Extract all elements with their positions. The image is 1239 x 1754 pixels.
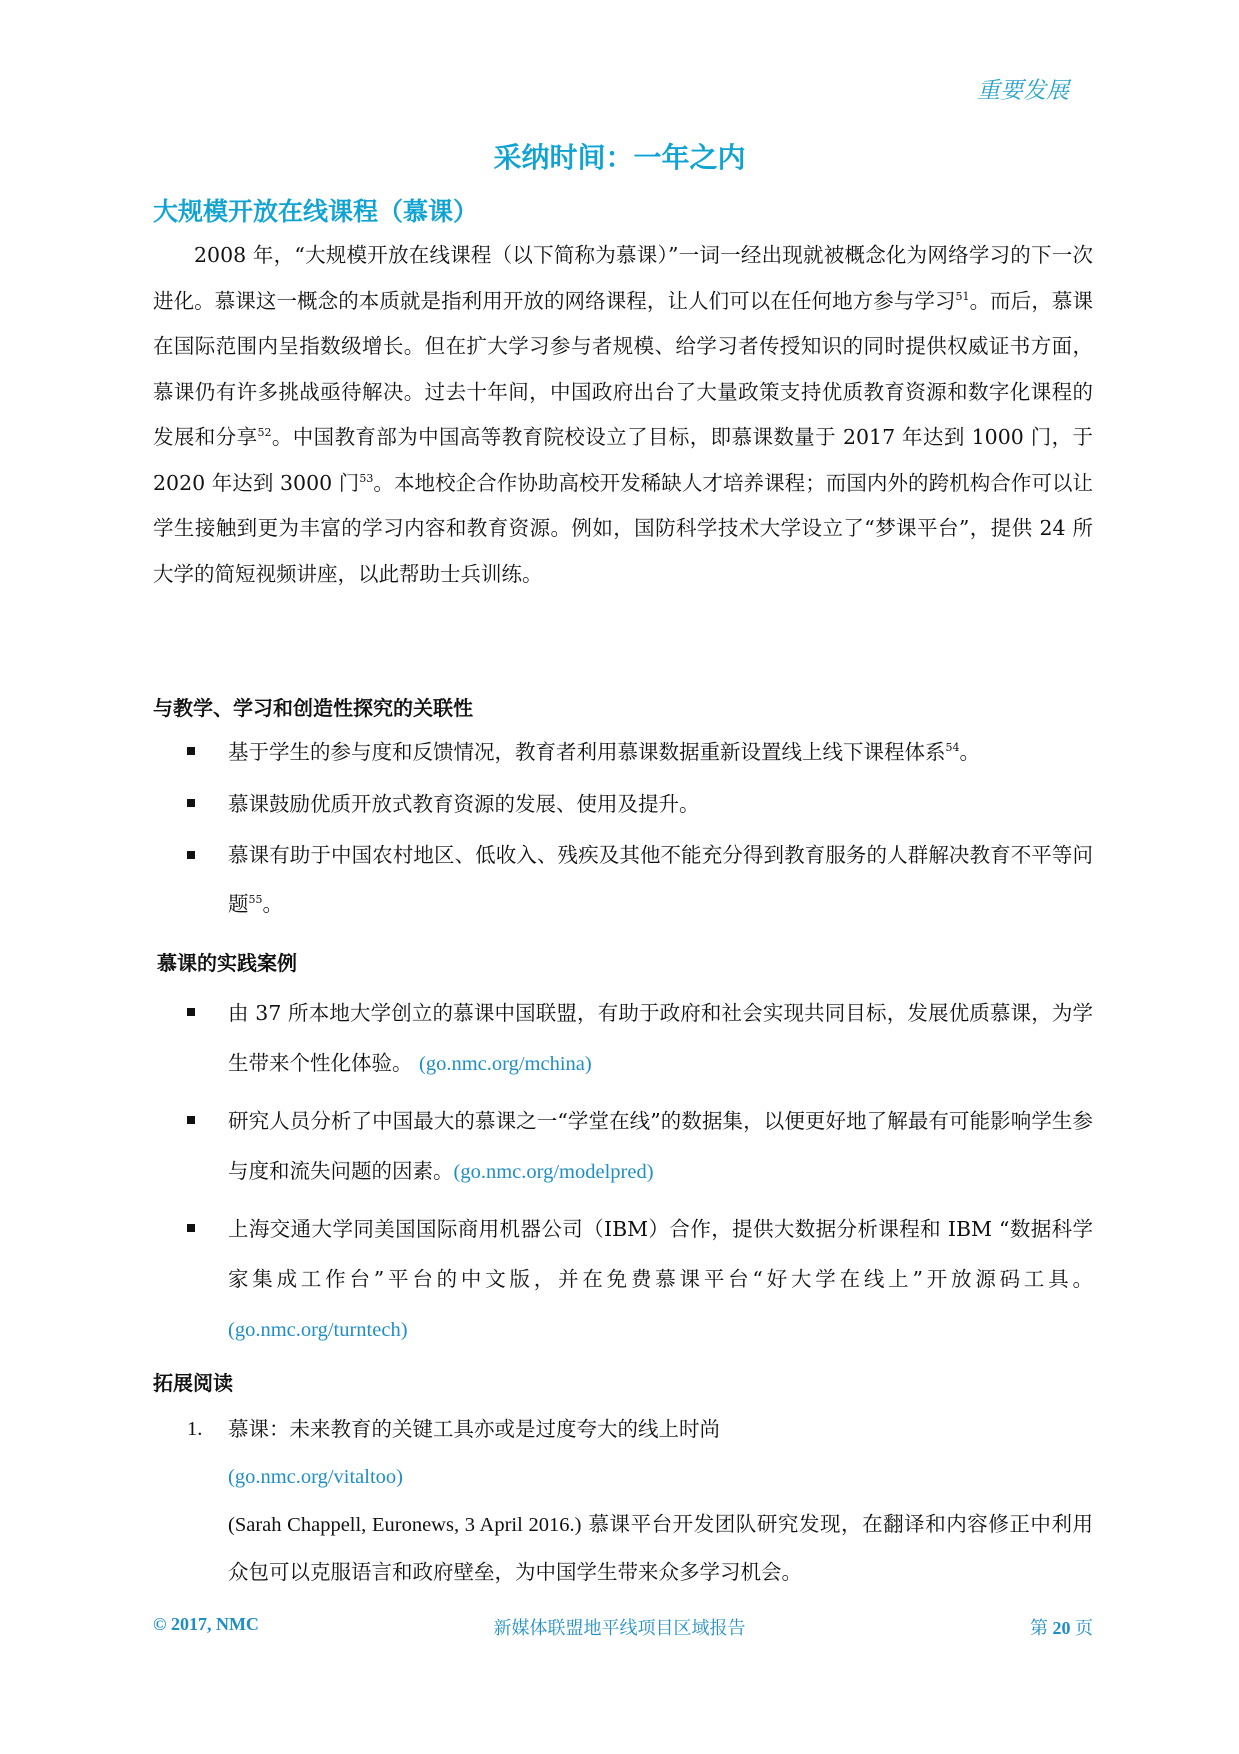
section-title: 大规模开放在线课程（慕课）	[153, 197, 479, 226]
footnote-ref[interactable]: 55	[248, 893, 263, 907]
footer-copyright: © 2017, NMC	[153, 1614, 259, 1634]
reading-source: (Sarah Chappell, Euronews, 3 April 2016.)	[228, 1514, 582, 1536]
footnote-ref[interactable]: 52	[257, 426, 272, 440]
reading-number: 1.	[187, 1418, 203, 1440]
list-item	[187, 727, 1093, 777]
case-link-turntech[interactable]: (go.nmc.org/turntech)	[228, 1319, 408, 1341]
reading-heading: 拓展阅读	[153, 1371, 233, 1395]
bullet-icon	[187, 851, 195, 859]
footer-report-title: 新媒体联盟地平线项目区域报告	[493, 1618, 746, 1638]
list-item	[187, 831, 1093, 929]
relevance-list	[187, 727, 1093, 931]
bullet-icon	[187, 1116, 195, 1124]
intro-text-4: 。本地校企合作协助高校开发稀缺人才培养课程；而国内外的跨机构合作可以让学生接触到更为丰富的学习内容和教育资源。例如，国防科学技术大学设立了“梦课平台”，提供 24 所大学的简短视频讲座，以此帮助士兵训练。	[153, 470, 1094, 586]
relevance-heading: 与教学、学习和创造性探究的关联性	[153, 696, 473, 720]
bullet-icon	[187, 1008, 195, 1016]
list-item-text: 研究人员分析了中国最大的慕课之一“学堂在线”的数据集，以便更好地了解最有可能影响学生参与度和流失问题的因素。	[228, 1109, 1093, 1183]
intro-paragraph	[153, 233, 1093, 597]
footer-page-number	[1030, 1614, 1093, 1640]
page-suffix: 页	[1070, 1618, 1093, 1638]
cases-list	[187, 988, 1093, 1362]
list-item-text: 慕课鼓励优质开放式教育资源的发展、使用及提升。	[228, 792, 700, 816]
list-item-text: 由 37 所本地大学创立的慕课中国联盟，有助于政府和社会实现共同目标，发展优质慕课，为学生带来个性化体验。	[228, 1001, 1093, 1075]
reading-link[interactable]: (go.nmc.org/vitaltoo)	[228, 1466, 403, 1488]
list-item-end: 。	[959, 740, 980, 764]
list-item-text: 慕课有助于中国农村地区、低收入、残疾及其他不能充分得到教育服务的人群解决教育不平等问题	[228, 843, 1093, 916]
bullet-icon	[187, 799, 195, 807]
footnote-ref[interactable]: 53	[359, 471, 374, 485]
reading-summary: 慕课平台开发团队研究发现，在翻译和内容修正中利用众包可以克服语言和政府壁垒，为中国学生带来众多学习机会。	[228, 1512, 1093, 1584]
list-item	[187, 779, 1093, 829]
case-link-modelpred[interactable]: (go.nmc.org/modelpred)	[453, 1161, 654, 1183]
page-number: 20	[1052, 1618, 1071, 1638]
bullet-icon	[187, 1224, 195, 1232]
reading-title: 慕课：未来教育的关键工具亦或是过度夸大的线上时尚	[228, 1417, 720, 1441]
cases-heading: 慕课的实践案例	[157, 951, 297, 975]
footnote-ref[interactable]: 51	[955, 289, 970, 303]
case-link-mchina[interactable]: (go.nmc.org/mchina)	[419, 1053, 592, 1075]
running-head: 重要发展	[977, 78, 1069, 104]
page-prefix: 第	[1030, 1618, 1053, 1638]
intro-text-2: 。而后，慕课在国际范围内呈指数级增长。但在扩大学习参与者规模、给学习者传授知识的同时提供权威证书方面，慕课仍有许多挑战亟待解决。过去十年间，中国政府出台了大量政策支持优质教育资源和数字化课程的发展和分享	[153, 288, 1093, 449]
intro-text-3: 。中国教育部为中国高等教育院校设立了目标，即慕课数量于 2017 年达到 1000 门，于 2020 年达到 3000 门	[153, 425, 1094, 495]
list-item	[187, 1096, 1093, 1197]
list-item	[187, 988, 1093, 1089]
page-title: 采纳时间：一年之内	[493, 141, 746, 174]
list-item-text: 上海交通大学同美国国际商用机器公司（IBM）合作，提供大数据分析课程和 IBM “数据科学家集成工作台”平台的中文版，并在免费慕课平台“好大学在线上”开放源码工具。	[228, 1217, 1093, 1291]
reading-item	[187, 1406, 1093, 1596]
list-item-text: 基于学生的参与度和反馈情况，教育者利用慕课数据重新设置线上线下课程体系	[228, 740, 946, 764]
intro-text-1: 2008 年，“大规模开放在线课程（以下简称为慕课）”一词一经出现就被概念化为网络学习的下一次进化。慕课这一概念的本质就是指利用开放的网络课程，让人们可以在任何地方参与学习	[153, 243, 1093, 313]
list-item	[187, 1204, 1093, 1355]
footnote-ref[interactable]: 54	[945, 741, 960, 755]
bullet-icon	[187, 747, 195, 755]
list-item-end: 。	[262, 892, 283, 916]
